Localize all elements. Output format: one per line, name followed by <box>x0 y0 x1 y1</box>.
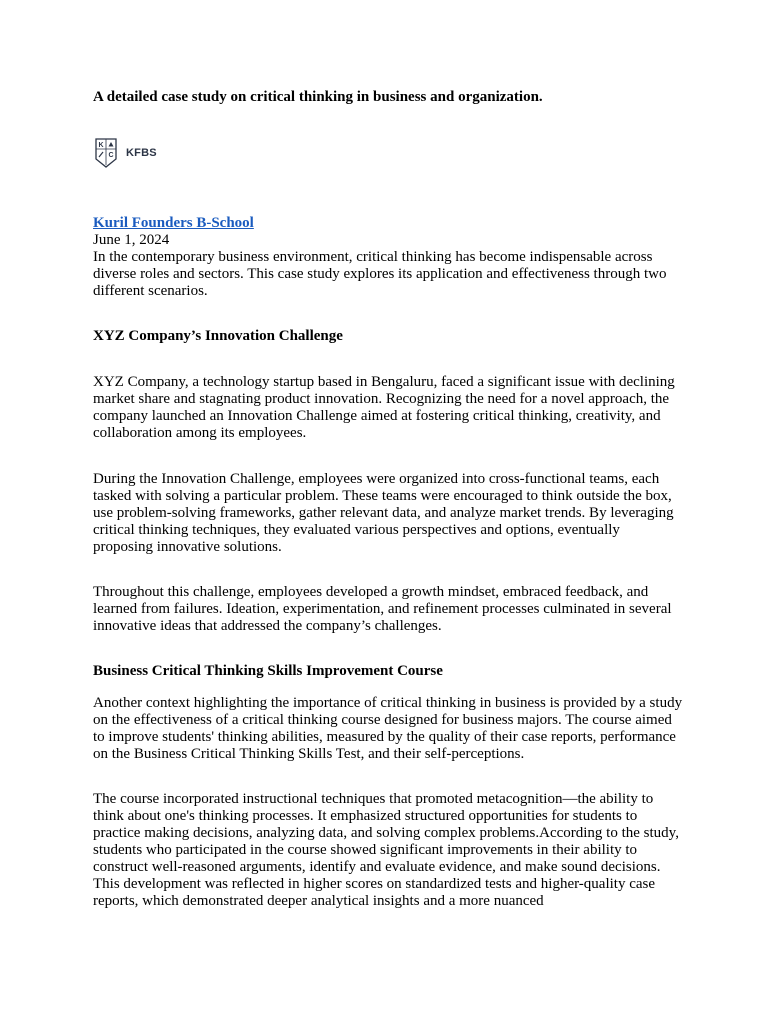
publish-date: June 1, 2024 <box>93 232 170 248</box>
logo-brand-text: KFBS <box>126 147 157 159</box>
paragraph: Throughout this challenge, employees developed a growth mindset, embraced feedback, and learned from failures. Ideation, experimentation, and refinement processes culminated in several innovative ideas that addressed the company’s challenges. <box>93 584 672 634</box>
kfbs-logo-icon <box>95 138 117 168</box>
paragraph: XYZ Company, a technology startup based in Bengaluru, faced a significant issue with declining market share and stagnating product innovation. Recognizing the need for a novel approach, the company launched an Innovation Challenge aimed at fostering critical thinking, creativity, and collaboration among its employees. <box>93 374 675 441</box>
section-heading-skills-course: Business Critical Thinking Skills Improvement Course <box>93 663 443 679</box>
intro-paragraph: In the contemporary business environment, critical thinking has become indispensable across diverse roles and sectors. This case study explores its application and effectiveness through two different scenarios. <box>93 249 667 299</box>
logo-letter-c: C <box>108 152 114 159</box>
paragraph: During the Innovation Challenge, employees were organized into cross-functional teams, each tasked with solving a particular problem. These teams were encouraged to think outside the box, use problem-solving frameworks, gather relevant data, and analyze market trends. By leveraging critical thinking techniques, they evaluated various perspectives and options, eventually proposing innovative solutions. <box>93 471 674 555</box>
author-block <box>93 215 683 300</box>
paragraph: Another context highlighting the importance of critical thinking in business is provided by a study on the effectiveness of a critical thinking course designed for business majors. The course aimed to improve students' thinking abilities, measured by the quality of their case reports, performance on the Business Critical Thinking Skills Test, and their self-perceptions. <box>93 695 683 762</box>
document-title: A detailed case study on critical thinking in business and organization. <box>93 89 543 105</box>
logo-letter-k: K <box>98 142 104 149</box>
author-link[interactable]: Kuril Founders B-School <box>93 215 254 231</box>
section-heading-innovation-challenge: XYZ Company’s Innovation Challenge <box>93 328 343 344</box>
paragraph: The course incorporated instructional techniques that promoted metacognition—the ability to think about one's thinking processes. It emphasized structured opportunities for students to practice making decisions, analyzing data, and solving complex problems.According to the study, students who participated in the course showed significant improvements in their ability to construct well-reasoned arguments, identify and evaluate evidence, and make sound decisions. This development was reflected in higher scores on standardized tests and higher-quality case reports, which demonstrated deeper analytical insights and a more nuanced <box>93 791 679 909</box>
kfbs-logo <box>95 137 157 169</box>
